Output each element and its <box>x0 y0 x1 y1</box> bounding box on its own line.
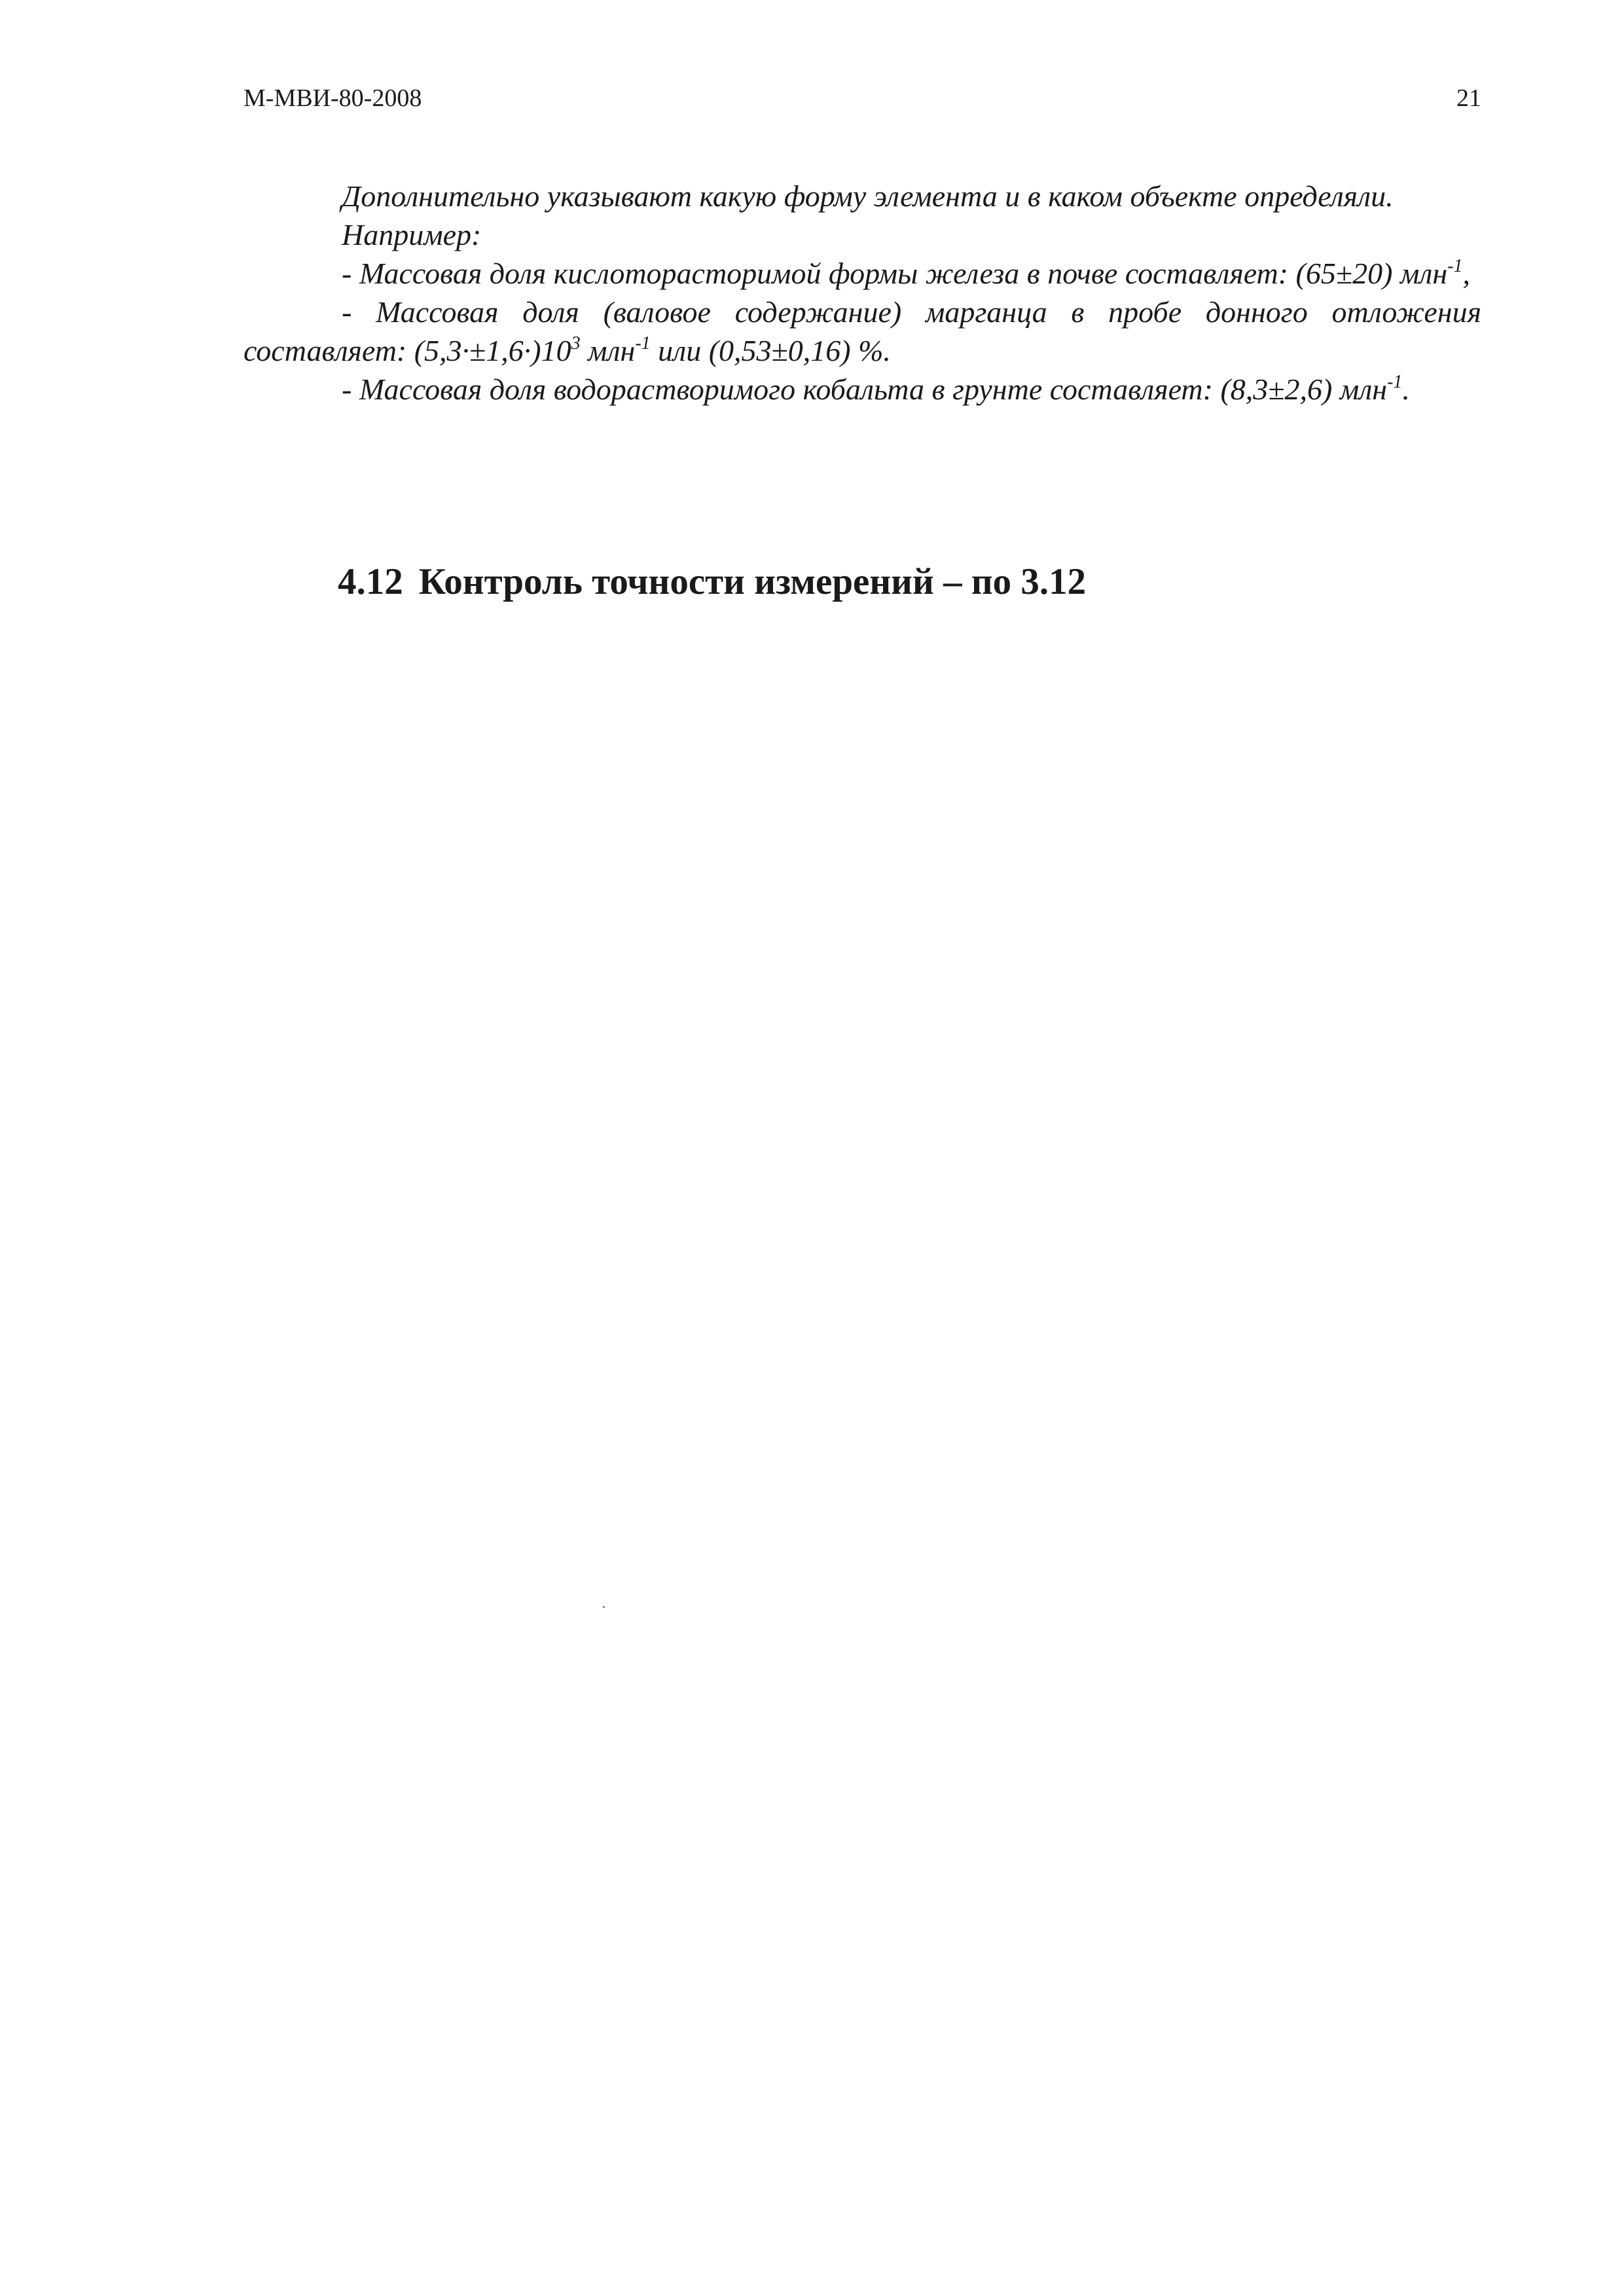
example-text: - Массовая доля (валовое содержание) марганца в пробе донного отложения составляет: (5,3·±1,6·)10 <box>244 295 1481 367</box>
example-iron <box>244 254 1481 293</box>
example-manganese <box>244 293 1481 370</box>
superscript: -1 <box>1387 372 1403 392</box>
document-code: М-МВИ-80-2008 <box>244 84 422 112</box>
page-header <box>244 84 1481 123</box>
example-text: - Массовая доля водорастворимого кобальта в грунте составляет: (8,3±2,6) млн <box>342 373 1388 406</box>
paragraph-intro <box>244 177 1481 215</box>
example-text: - Массовая доля кислоторасторимой формы железа в почве составляет: (65±20) млн <box>342 257 1448 290</box>
example-text: , <box>1462 257 1471 290</box>
example-cobalt <box>244 370 1481 409</box>
superscript: 3 <box>571 333 581 354</box>
example-text: млн <box>580 334 636 367</box>
paragraph-text: Например: <box>342 218 482 251</box>
section-heading <box>338 560 1086 603</box>
scan-speck <box>603 1606 605 1608</box>
paragraph-example-label <box>244 215 1481 254</box>
superscript: -1 <box>635 333 651 354</box>
paragraph-text: Дополнительно указывают какую форму элемента и в каком объекте определяли. <box>342 179 1394 213</box>
body-text <box>244 177 1481 409</box>
section-title: Контроль точности измерений – по 3.12 <box>418 561 1087 602</box>
page-number: 21 <box>1456 84 1481 112</box>
section-number: 4.12 <box>338 561 403 602</box>
superscript: -1 <box>1447 256 1463 276</box>
example-text: . <box>1402 373 1410 406</box>
example-text: или (0,53±0,16) %. <box>650 334 891 367</box>
